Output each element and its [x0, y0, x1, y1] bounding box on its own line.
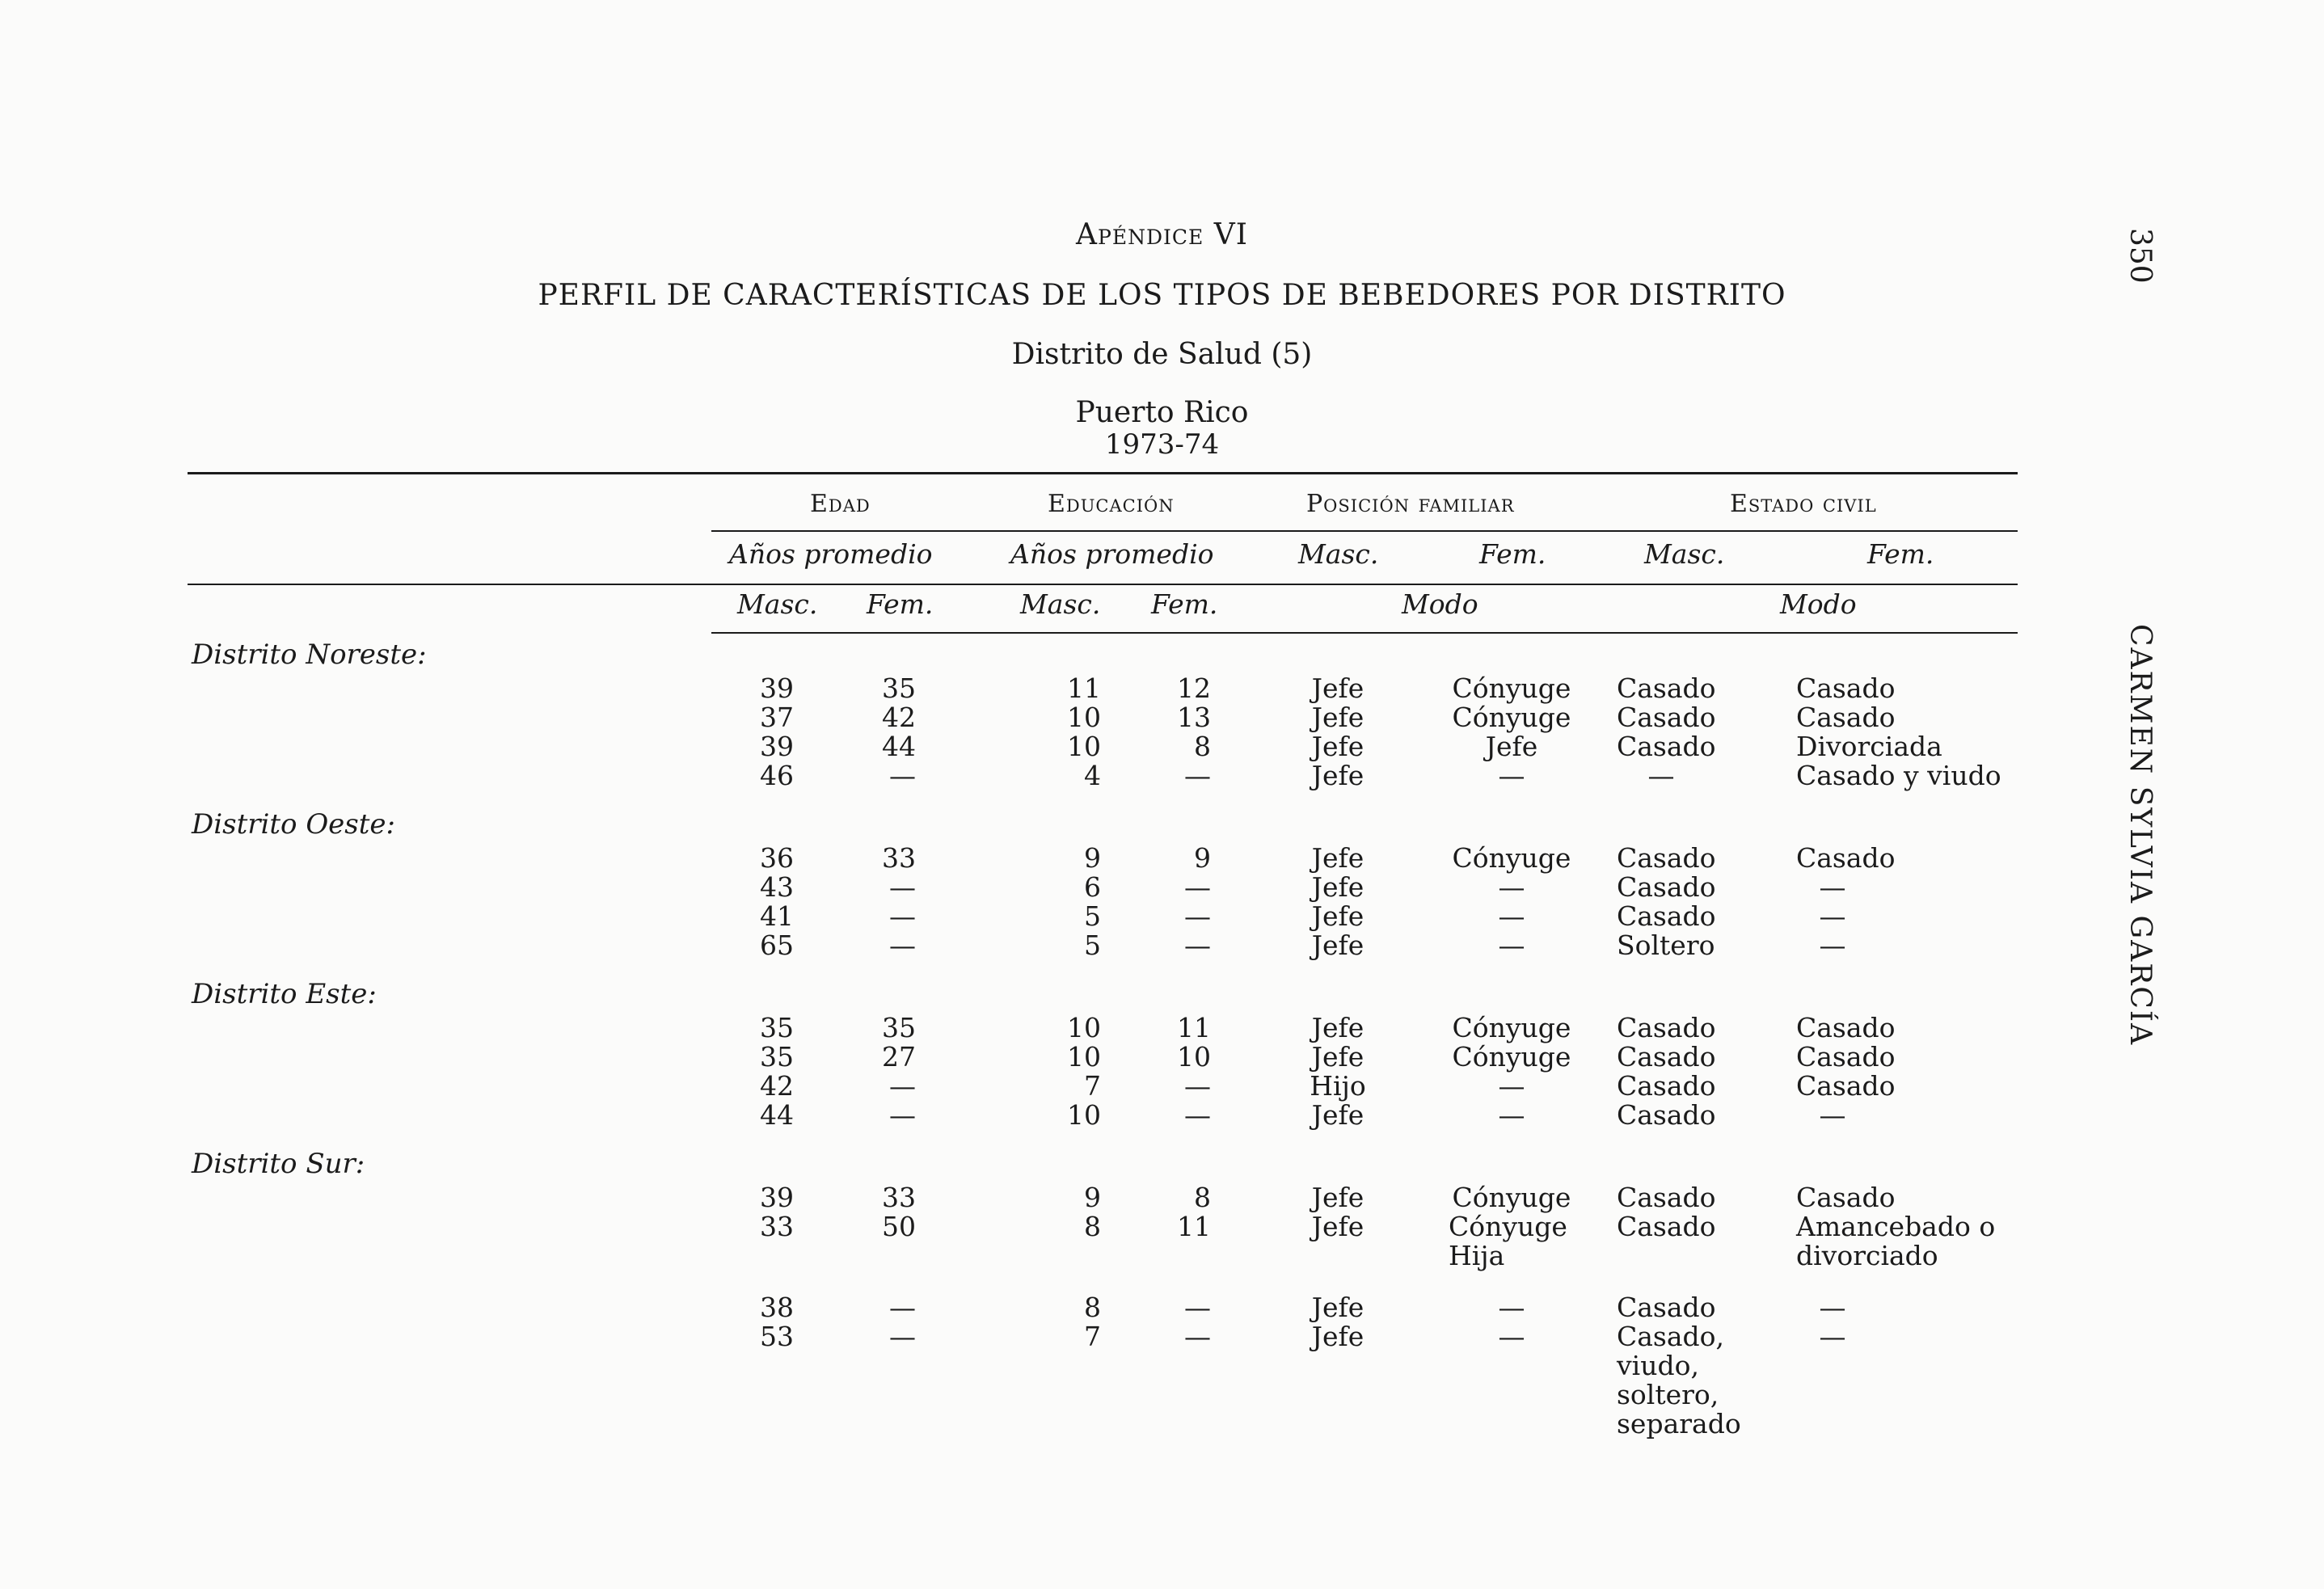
cell-est-fem: Amancebado o divorciado: [1796, 1211, 1996, 1271]
cell-pos-fem: —: [1498, 871, 1525, 903]
cell-edu-masc: 8: [1084, 1211, 1101, 1242]
cell-pos-fem: Cónyuge: [1452, 1012, 1571, 1043]
header-pos-fem: Fem.: [1479, 538, 1546, 570]
cell-edu-masc: 10: [1067, 1012, 1101, 1043]
cell-pos-masc: Jefe: [1311, 1041, 1364, 1073]
cell-pos-masc: Jefe: [1311, 1012, 1364, 1043]
table-subtitle: Distrito de Salud (5): [1011, 338, 1313, 371]
cell-est-fem: —: [1819, 1321, 1846, 1352]
cell-pos-fem: —: [1498, 1292, 1525, 1323]
cell-pos-masc: Jefe: [1311, 672, 1364, 704]
cell-edu-fem: 11: [1177, 1211, 1211, 1242]
cell-edad-fem: 33: [882, 1182, 916, 1213]
table-row: [0, 931, 2324, 960]
cell-pos-masc: Jefe: [1311, 760, 1364, 791]
district-heading: Distrito Sur:: [192, 1148, 365, 1180]
top-rule: [188, 472, 2018, 474]
cell-est-masc: Casado: [1617, 1211, 1716, 1242]
table-row: [0, 1101, 2324, 1130]
table-row: [0, 1293, 2324, 1322]
cell-est-fem: Casado: [1796, 842, 1896, 874]
header-modo-posicion: Modo: [1402, 588, 1478, 620]
header-pos-masc: Masc.: [1298, 538, 1379, 570]
header-edu-masc: Masc.: [1020, 588, 1101, 620]
cell-edu-masc: 9: [1084, 1182, 1101, 1213]
cell-edu-fem: —: [1184, 1070, 1211, 1102]
cell-pos-fem: Cónyuge: [1452, 1041, 1571, 1073]
cell-edu-masc: 10: [1067, 1041, 1101, 1073]
header-modo-estado: Modo: [1780, 588, 1857, 620]
cell-est-fem: Casado: [1796, 702, 1896, 733]
table-years: 1973-74: [1104, 428, 1220, 461]
header-edad: Edad: [810, 490, 871, 518]
cell-edu-fem: 10: [1177, 1041, 1211, 1073]
cell-pos-fem: Cónyuge: [1452, 1182, 1571, 1213]
header-anos-edu: Años promedio: [1010, 538, 1214, 570]
cell-edu-masc: 9: [1084, 842, 1101, 874]
cell-pos-masc: Jefe: [1311, 929, 1364, 961]
cell-pos-fem: —: [1498, 1070, 1525, 1102]
header-est-masc: Masc.: [1644, 538, 1725, 570]
table-title: PERFIL DE CARACTERÍSTICAS DE LOS TIPOS DE BEBEDORES POR DISTRITO: [538, 279, 1786, 312]
table-row: [0, 873, 2324, 902]
cell-est-masc: Casado: [1617, 1182, 1716, 1213]
cell-est-fem: Casado: [1796, 672, 1896, 704]
cell-edad-fem: —: [889, 760, 916, 791]
cell-pos-fem: —: [1498, 1321, 1525, 1352]
table-place: Puerto Rico: [1075, 396, 1249, 429]
cell-est-masc: Casado: [1617, 842, 1716, 874]
cell-edu-masc: 8: [1084, 1292, 1101, 1323]
table-row: [0, 674, 2324, 703]
cell-pos-masc: Jefe: [1311, 900, 1364, 932]
cell-edu-masc: 10: [1067, 731, 1101, 762]
cell-edad-masc: 65: [760, 929, 794, 961]
cell-pos-masc: Jefe: [1311, 1292, 1364, 1323]
cell-edu-fem: 13: [1177, 702, 1211, 733]
header-rule-3: [711, 632, 2018, 634]
cell-edad-fem: —: [889, 1099, 916, 1131]
cell-est-masc: —: [1647, 760, 1675, 791]
table-row: [0, 844, 2324, 873]
cell-pos-fem: Cónyuge: [1452, 702, 1571, 733]
cell-edu-masc: 6: [1084, 871, 1101, 903]
cell-est-fem: —: [1819, 900, 1846, 932]
cell-edad-masc: 43: [760, 871, 794, 903]
cell-est-fem: —: [1819, 871, 1846, 903]
cell-est-masc: Casado: [1617, 672, 1716, 704]
cell-pos-fem: Cónyuge: [1452, 672, 1571, 704]
cell-est-masc: Casado: [1617, 1070, 1716, 1102]
cell-est-fem: Casado: [1796, 1070, 1896, 1102]
cell-pos-fem: —: [1498, 900, 1525, 932]
cell-edad-fem: 33: [882, 842, 916, 874]
cell-edu-fem: 9: [1194, 842, 1211, 874]
cell-est-fem: Casado: [1796, 1012, 1896, 1043]
cell-edu-fem: —: [1184, 1292, 1211, 1323]
cell-edad-fem: 27: [882, 1041, 916, 1073]
cell-edu-fem: 8: [1194, 731, 1211, 762]
cell-edad-masc: 33: [760, 1211, 794, 1242]
cell-edad-masc: 42: [760, 1070, 794, 1102]
header-est-fem: Fem.: [1867, 538, 1934, 570]
cell-est-fem: Casado: [1796, 1041, 1896, 1073]
cell-pos-masc: Jefe: [1311, 731, 1364, 762]
cell-pos-masc: Jefe: [1311, 842, 1364, 874]
cell-edad-fem: 35: [882, 672, 916, 704]
cell-est-fem: Divorciada: [1796, 731, 1942, 762]
header-edad-masc: Masc.: [737, 588, 818, 620]
cell-est-masc: Casado: [1617, 702, 1716, 733]
cell-edad-fem: 44: [882, 731, 916, 762]
cell-edu-masc: 10: [1067, 1099, 1101, 1131]
cell-pos-fem: Cónyuge: [1452, 842, 1571, 874]
cell-pos-fem: Jefe: [1485, 731, 1538, 762]
cell-est-masc: Casado: [1617, 1292, 1716, 1323]
table-row: [0, 1212, 2324, 1277]
cell-pos-masc: Jefe: [1311, 1321, 1364, 1352]
cell-edu-fem: 12: [1177, 672, 1211, 704]
cell-edad-fem: —: [889, 900, 916, 932]
header-posicion: Posición familiar: [1306, 490, 1515, 518]
cell-edu-fem: 8: [1194, 1182, 1211, 1213]
cell-edu-masc: 11: [1067, 672, 1101, 704]
cell-est-masc: Casado: [1617, 1012, 1716, 1043]
cell-est-masc: Casado, viudo, soltero, separado: [1617, 1321, 1741, 1439]
cell-edad-masc: 36: [760, 842, 794, 874]
cell-edad-masc: 37: [760, 702, 794, 733]
cell-edu-fem: —: [1184, 760, 1211, 791]
cell-edad-fem: —: [889, 1321, 916, 1352]
header-estado: Estado civil: [1730, 490, 1877, 518]
appendix-heading: Apéndice VI: [1076, 218, 1248, 251]
cell-edad-fem: —: [889, 871, 916, 903]
district-heading: Distrito Este:: [192, 978, 377, 1010]
cell-edad-masc: 39: [760, 672, 794, 704]
cell-edu-fem: —: [1184, 900, 1211, 932]
cell-pos-masc: Jefe: [1311, 1182, 1364, 1213]
cell-est-masc: Casado: [1617, 871, 1716, 903]
table-row: [0, 1043, 2324, 1072]
cell-edad-masc: 39: [760, 1182, 794, 1213]
table-row: [0, 902, 2324, 931]
cell-edad-fem: —: [889, 1070, 916, 1102]
cell-est-masc: Soltero: [1617, 929, 1715, 961]
cell-edu-fem: —: [1184, 1321, 1211, 1352]
cell-edu-fem: —: [1184, 871, 1211, 903]
cell-pos-fem: —: [1498, 929, 1525, 961]
cell-est-fem: Casado y viudo: [1796, 760, 2001, 791]
table-row: [0, 703, 2324, 732]
cell-edu-masc: 7: [1084, 1070, 1101, 1102]
cell-edad-masc: 53: [760, 1321, 794, 1352]
header-edad-fem: Fem.: [867, 588, 934, 620]
cell-edad-fem: —: [889, 929, 916, 961]
cell-edu-masc: 7: [1084, 1321, 1101, 1352]
cell-edad-fem: 35: [882, 1012, 916, 1043]
cell-edad-masc: 39: [760, 731, 794, 762]
cell-edu-fem: —: [1184, 1099, 1211, 1131]
header-anos-edad: Años promedio: [729, 538, 933, 570]
cell-edu-fem: 11: [1177, 1012, 1211, 1043]
header-rule-1: [711, 530, 2018, 532]
cell-est-fem: —: [1819, 1099, 1846, 1131]
table-row: [0, 732, 2324, 761]
district-heading: Distrito Oeste:: [192, 808, 395, 841]
cell-est-masc: Casado: [1617, 1099, 1716, 1131]
cell-edad-fem: 50: [882, 1211, 916, 1242]
cell-pos-masc: Jefe: [1311, 1099, 1364, 1131]
cell-edad-masc: 44: [760, 1099, 794, 1131]
cell-edad-masc: 38: [760, 1292, 794, 1323]
page-number: 350: [2124, 228, 2157, 284]
cell-est-fem: Casado: [1796, 1182, 1896, 1213]
cell-pos-masc: Jefe: [1311, 702, 1364, 733]
table-row: [0, 761, 2324, 790]
cell-pos-fem: —: [1498, 1099, 1525, 1131]
cell-est-fem: —: [1819, 1292, 1846, 1323]
cell-edad-masc: 35: [760, 1041, 794, 1073]
table-row: [0, 1322, 2324, 1444]
cell-pos-masc: Jefe: [1311, 871, 1364, 903]
cell-pos-masc: Hijo: [1310, 1070, 1366, 1102]
cell-pos-masc: Jefe: [1311, 1211, 1364, 1242]
cell-edu-fem: —: [1184, 929, 1211, 961]
table-row: [0, 1014, 2324, 1043]
cell-edu-masc: 5: [1084, 900, 1101, 932]
table-row: [0, 1183, 2324, 1212]
header-educacion: Educación: [1048, 490, 1175, 518]
cell-edad-fem: —: [889, 1292, 916, 1323]
cell-pos-fem: Cónyuge Hija: [1449, 1211, 1567, 1271]
cell-edu-masc: 10: [1067, 702, 1101, 733]
cell-est-masc: Casado: [1617, 731, 1716, 762]
cell-est-masc: Casado: [1617, 1041, 1716, 1073]
district-heading: Distrito Noreste:: [192, 639, 427, 671]
cell-pos-fem: —: [1498, 760, 1525, 791]
header-edu-fem: Fem.: [1151, 588, 1218, 620]
cell-edu-masc: 5: [1084, 929, 1101, 961]
cell-edad-masc: 46: [760, 760, 794, 791]
running-head: CARMEN SYLVIA GARCÍA: [2124, 624, 2157, 1047]
table-row: [0, 1072, 2324, 1101]
cell-est-fem: —: [1819, 929, 1846, 961]
header-rule-2: [188, 584, 2018, 585]
cell-edad-fem: 42: [882, 702, 916, 733]
cell-edad-masc: 35: [760, 1012, 794, 1043]
cell-edu-masc: 4: [1084, 760, 1101, 791]
cell-edad-masc: 41: [760, 900, 794, 932]
cell-est-masc: Casado: [1617, 900, 1716, 932]
